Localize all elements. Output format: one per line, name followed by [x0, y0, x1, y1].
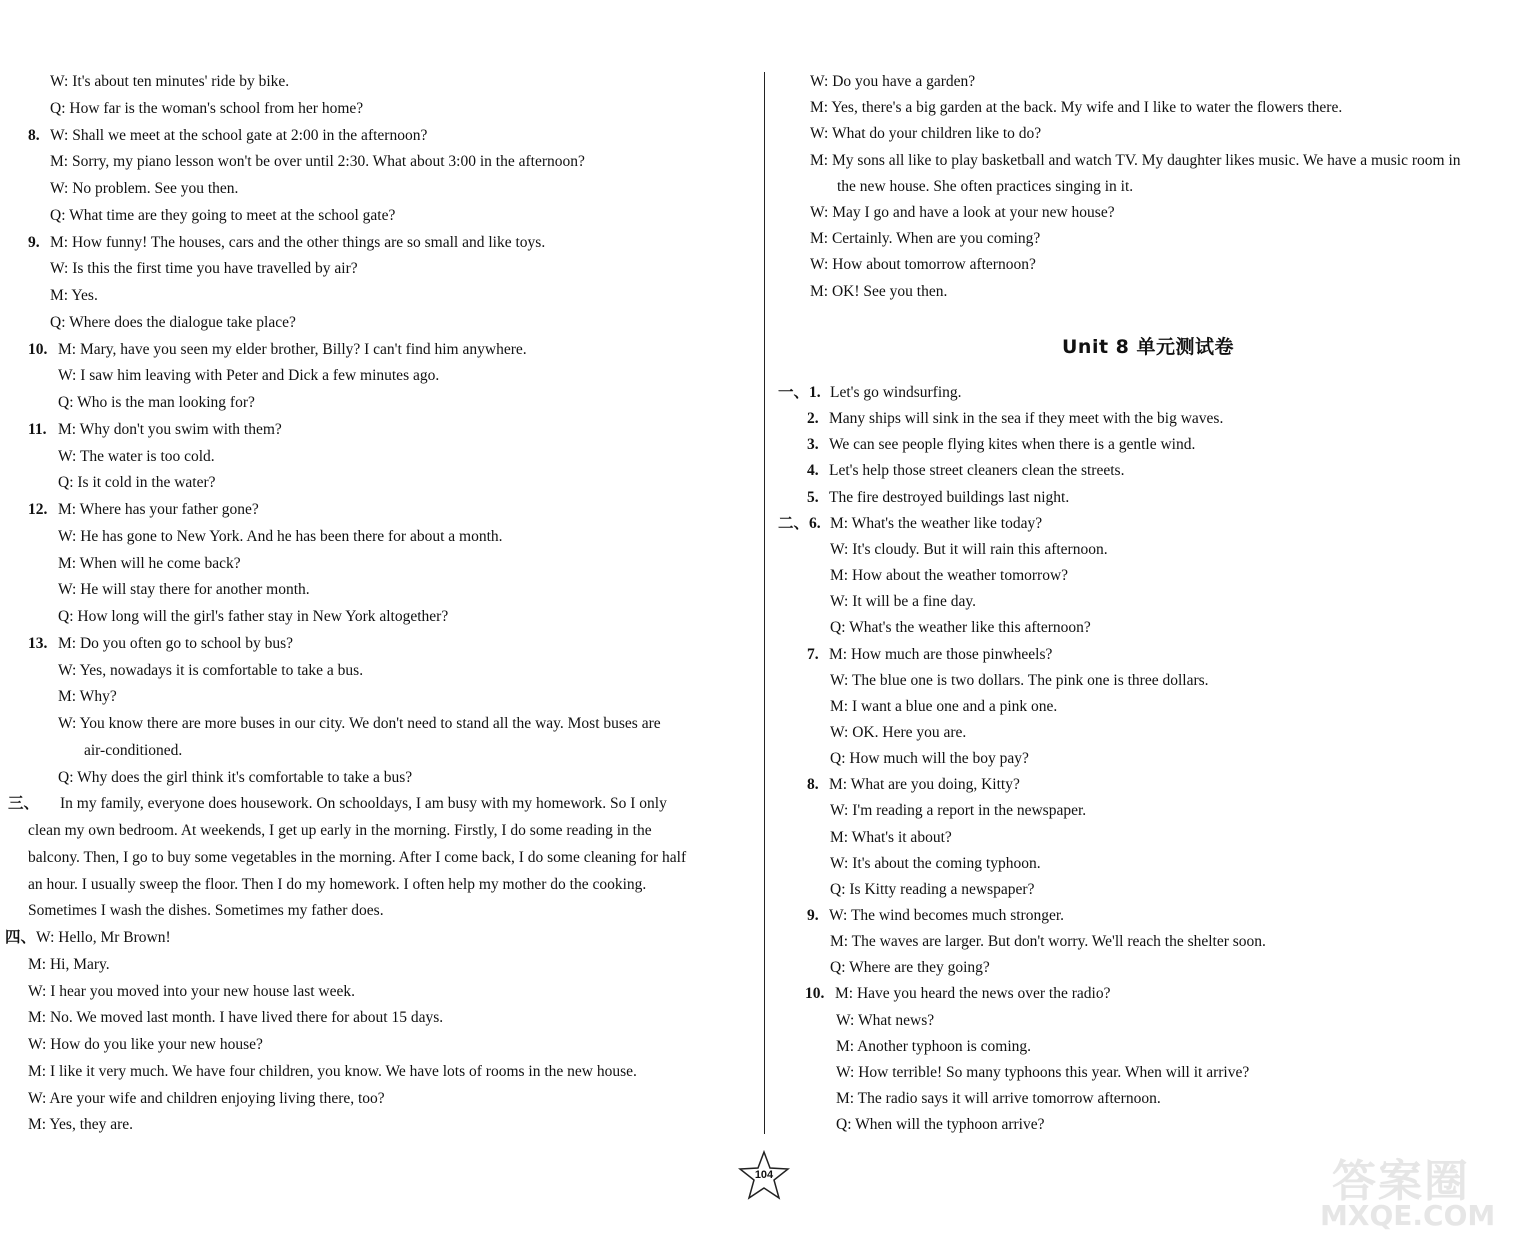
line-text: W: OK. Here you are. [830, 723, 967, 741]
text-line [830, 932, 1266, 952]
line-text: M: Yes, there's a big garden at the back. My wife and I like to water the flowers there. [810, 99, 1343, 117]
line-text: M: Why don't you swim with them? [58, 420, 282, 438]
line-text: M: Another typhoon is coming. [836, 1037, 1032, 1055]
text-line [28, 821, 652, 841]
line-text: M: The waves are larger. But don't worry. We'll reach the shelter soon. [830, 933, 1266, 951]
line-text: M: Have you heard the news over the radio? [835, 985, 1111, 1003]
text-line [28, 1035, 263, 1055]
line-text: Q: What's the weather like this afternoon? [830, 619, 1091, 637]
text-line [807, 488, 1069, 508]
line-text: W: Yes, nowadays it is comfortable to take a bus. [58, 661, 364, 679]
line-text: W: I hear you moved into your new house last week. [28, 982, 355, 1000]
line-text: W: No problem. See you then. [50, 180, 239, 197]
text-line [28, 982, 355, 1002]
text-line [28, 1115, 133, 1135]
text-line [28, 233, 545, 253]
item-number: 四、 [5, 929, 37, 946]
text-line [836, 1063, 1249, 1083]
text-line [836, 1089, 1161, 1109]
text-line [50, 72, 289, 92]
text-line [58, 607, 448, 627]
line-text: M: Why? [58, 688, 117, 706]
line-text: W: The blue one is two dollars. The pink one is three dollars. [830, 671, 1209, 689]
text-line [58, 366, 439, 386]
text-line [830, 801, 1086, 821]
text-line [58, 447, 215, 467]
text-line [830, 618, 1091, 638]
line-text: M: No. We moved last month. I have lived there for about 15 days. [28, 1009, 444, 1027]
item-number: 13. [28, 634, 48, 652]
line-text: W: The water is too cold. [58, 447, 215, 465]
line-text: balcony. Then, I go to buy some vegetables in the morning. After I come back, I do some cleaning for half [28, 848, 687, 866]
column-divider [764, 72, 765, 1134]
line-text: In my family, everyone does housework. On schooldays, I am busy with my homework. So I only [60, 795, 667, 813]
text-line [58, 527, 503, 547]
text-line [830, 828, 952, 848]
line-text: Q: Who is the man looking for? [58, 394, 255, 411]
line-text: W: How terrible! So many typhoons this year. When will it arrive? [836, 1063, 1250, 1081]
text-line [807, 906, 1064, 926]
line-text: M: What are you doing, Kitty? [829, 776, 1020, 794]
text-line [830, 854, 1041, 874]
line-text: M: I like it very much. We have four children, you know. We have lots of rooms in the new house. [28, 1062, 637, 1080]
item-number: 10. [28, 340, 48, 358]
line-text: Q: Is it cold in the water? [58, 474, 216, 492]
line-text: the new house. She often practices singing in it. [837, 177, 1134, 195]
text-line [807, 775, 1020, 795]
text-line [28, 848, 686, 868]
line-text: W: I saw him leaving with Peter and Dick a few minutes ago. [58, 367, 440, 385]
text-line [810, 72, 975, 92]
text-line [58, 714, 661, 734]
watermark [1320, 1145, 1530, 1240]
line-text: M: When will he come back? [58, 554, 241, 572]
line-text: W: He has gone to New York. And he has been there for about a month. [58, 527, 503, 545]
line-text: The fire destroyed buildings last night. [829, 488, 1070, 506]
line-text: Sometimes I wash the dishes. Sometimes my father does. [28, 902, 384, 920]
line-text: Q: When will the typhoon arrive? [836, 1116, 1045, 1134]
line-text: M: My sons all like to play basketball and watch TV. My daughter likes music. We have a music room in [810, 151, 1461, 169]
item-number: 二、6. [778, 514, 821, 532]
item-number: 10. [805, 985, 825, 1003]
line-text: M: Where has your father gone? [58, 501, 259, 518]
line-text: M: How much are those pinwheels? [829, 645, 1053, 663]
text-line [778, 514, 1042, 534]
text-line [805, 984, 1110, 1004]
line-text: Many ships will sink in the sea if they meet with the big waves. [829, 410, 1224, 428]
item-number: 3. [807, 436, 819, 454]
text-line [807, 435, 1195, 455]
line-text: M: Yes. [50, 287, 98, 304]
text-line [810, 151, 1461, 171]
page-number: 104 [754, 1169, 774, 1181]
text-line [836, 1037, 1031, 1057]
line-text: We can see people flying kites when there is a gentle wind. [829, 436, 1196, 454]
line-text: W: Hello, Mr Brown! [36, 929, 171, 946]
line-text: W: It will be a fine day. [830, 593, 977, 611]
item-number: 9. [807, 907, 819, 924]
text-line [58, 768, 412, 788]
line-text: M: What's the weather like today? [830, 514, 1043, 532]
line-text: W: May I go and have a look at your new house? [810, 204, 1115, 221]
text-line [830, 697, 1057, 717]
text-line [50, 99, 363, 119]
text-line [50, 152, 585, 172]
text-line [28, 875, 646, 895]
line-text: M: The radio says it will arrive tomorrow afternoon. [836, 1090, 1161, 1108]
text-line [58, 473, 216, 493]
line-text: W: He will stay there for another month. [58, 581, 310, 599]
text-line [28, 420, 282, 440]
item-number: 5. [807, 488, 819, 506]
text-line [28, 634, 293, 654]
text-line [830, 566, 1068, 586]
line-text: W: Do you have a garden? [810, 73, 976, 90]
text-line [807, 645, 1052, 665]
line-text: W: Is this the first time you have travelled by air? [50, 260, 358, 278]
text-line [28, 1062, 637, 1082]
line-text: M: How funny! The houses, cars and the other things are so small and like toys. [50, 233, 546, 251]
text-line [58, 554, 241, 574]
text-line [807, 409, 1223, 429]
watermark-logo-text: 答案圈 [1332, 1156, 1470, 1207]
line-text: W: I'm reading a report in the newspaper. [830, 802, 1087, 820]
text-line [58, 393, 255, 413]
text-line [830, 958, 990, 978]
text-line [778, 383, 962, 403]
text-line [58, 687, 117, 707]
text-line [8, 794, 667, 814]
line-text: M: Yes, they are. [28, 1116, 134, 1134]
item-number: 三、 [8, 795, 40, 813]
text-line [837, 177, 1133, 197]
item-number: 8. [28, 126, 40, 144]
line-text: W: You know there are more buses in our city. We don't need to stand all the way. Most buses are [58, 715, 661, 732]
text-line [830, 749, 1029, 769]
line-text: Q: How far is the woman's school from her home? [50, 99, 364, 117]
item-number: 4. [807, 462, 819, 480]
line-text: M: Sorry, my piano lesson won't be over until 2:30. What about 3:00 in the afternoon? [50, 153, 585, 171]
line-text: Q: Where are they going? [830, 959, 990, 977]
text-line [836, 1011, 934, 1031]
line-text: W: It's about ten minutes' ride by bike. [50, 73, 290, 90]
page-number-badge [738, 1150, 790, 1202]
line-text: W: What do your children like to do? [810, 125, 1042, 143]
text-line [810, 203, 1115, 223]
text-line [58, 661, 363, 681]
text-line [810, 124, 1041, 144]
text-line [810, 282, 947, 302]
text-line [830, 540, 1108, 560]
item-number: 8. [807, 776, 819, 794]
unit-title: Unit 8 单元测试卷 [1062, 336, 1234, 358]
text-line [830, 671, 1209, 691]
text-line [50, 286, 98, 306]
text-line [50, 179, 238, 199]
text-line [28, 1008, 443, 1028]
watermark-url: MXQE.COM [1320, 1199, 1496, 1232]
text-line [5, 928, 171, 948]
item-number: 7. [807, 645, 819, 663]
line-text: Let's go windsurfing. [830, 384, 962, 401]
line-text: W: How do you like your new house? [28, 1036, 263, 1053]
text-line [28, 955, 110, 975]
text-line [810, 98, 1342, 118]
item-number: 12. [28, 501, 48, 518]
text-line [50, 259, 358, 279]
text-line [830, 592, 976, 612]
line-text: Q: Is Kitty reading a newspaper? [830, 880, 1035, 898]
line-text: M: Certainly. When are you coming? [810, 230, 1041, 248]
text-line [58, 580, 310, 600]
line-text: Q: What time are they going to meet at the school gate? [50, 206, 396, 224]
line-text: an hour. I usually sweep the floor. Then I do my homework. I often help my mother do the cooking. [28, 875, 647, 893]
text-line [50, 206, 395, 226]
text-line [28, 126, 427, 146]
line-text: Q: Why does the girl think it's comfortable to take a bus? [58, 768, 413, 786]
text-line [810, 255, 1036, 275]
line-text: M: I want a blue one and a pink one. [830, 697, 1058, 715]
text-line [50, 313, 296, 333]
line-text: air-conditioned. [84, 741, 183, 759]
line-text: W: Are your wife and children enjoying living there, too? [28, 1089, 385, 1107]
line-text: M: How about the weather tomorrow? [830, 567, 1069, 585]
line-text: Q: How much will the boy pay? [830, 750, 1029, 768]
text-line [836, 1115, 1044, 1135]
line-text: M: Do you often go to school by bus? [58, 634, 294, 652]
text-line [830, 880, 1034, 900]
line-text: M: Mary, have you seen my elder brother, Billy? I can't find him anywhere. [58, 340, 527, 358]
line-text: Q: Where does the dialogue take place? [50, 313, 296, 331]
item-number: 11. [28, 420, 47, 438]
text-line [810, 229, 1040, 249]
text-line [84, 741, 182, 761]
text-line [28, 1089, 385, 1109]
text-line [807, 461, 1124, 481]
line-text: W: It's about the coming typhoon. [830, 854, 1041, 872]
line-text: clean my own bedroom. At weekends, I get up early in the morning. Firstly, I do some reading in the [28, 822, 652, 839]
line-text: M: What's it about? [830, 828, 952, 846]
text-line [830, 723, 966, 743]
text-line [28, 500, 259, 520]
line-text: W: What news? [836, 1011, 935, 1029]
item-number: 2. [807, 410, 819, 428]
line-text: M: Hi, Mary. [28, 955, 110, 973]
item-number: 9. [28, 233, 40, 251]
line-text: Let's help those street cleaners clean the streets. [829, 462, 1125, 480]
line-text: W: Shall we meet at the school gate at 2:00 in the afternoon? [50, 126, 428, 144]
line-text: W: It's cloudy. But it will rain this afternoon. [830, 540, 1108, 558]
text-line [28, 340, 527, 360]
line-text: Q: How long will the girl's father stay in New York altogether? [58, 608, 449, 625]
line-text: M: OK! See you then. [810, 282, 948, 300]
item-number: 一、1. [778, 384, 821, 401]
text-line [28, 901, 384, 921]
line-text: W: How about tomorrow afternoon? [810, 256, 1036, 274]
line-text: W: The wind becomes much stronger. [829, 907, 1065, 924]
